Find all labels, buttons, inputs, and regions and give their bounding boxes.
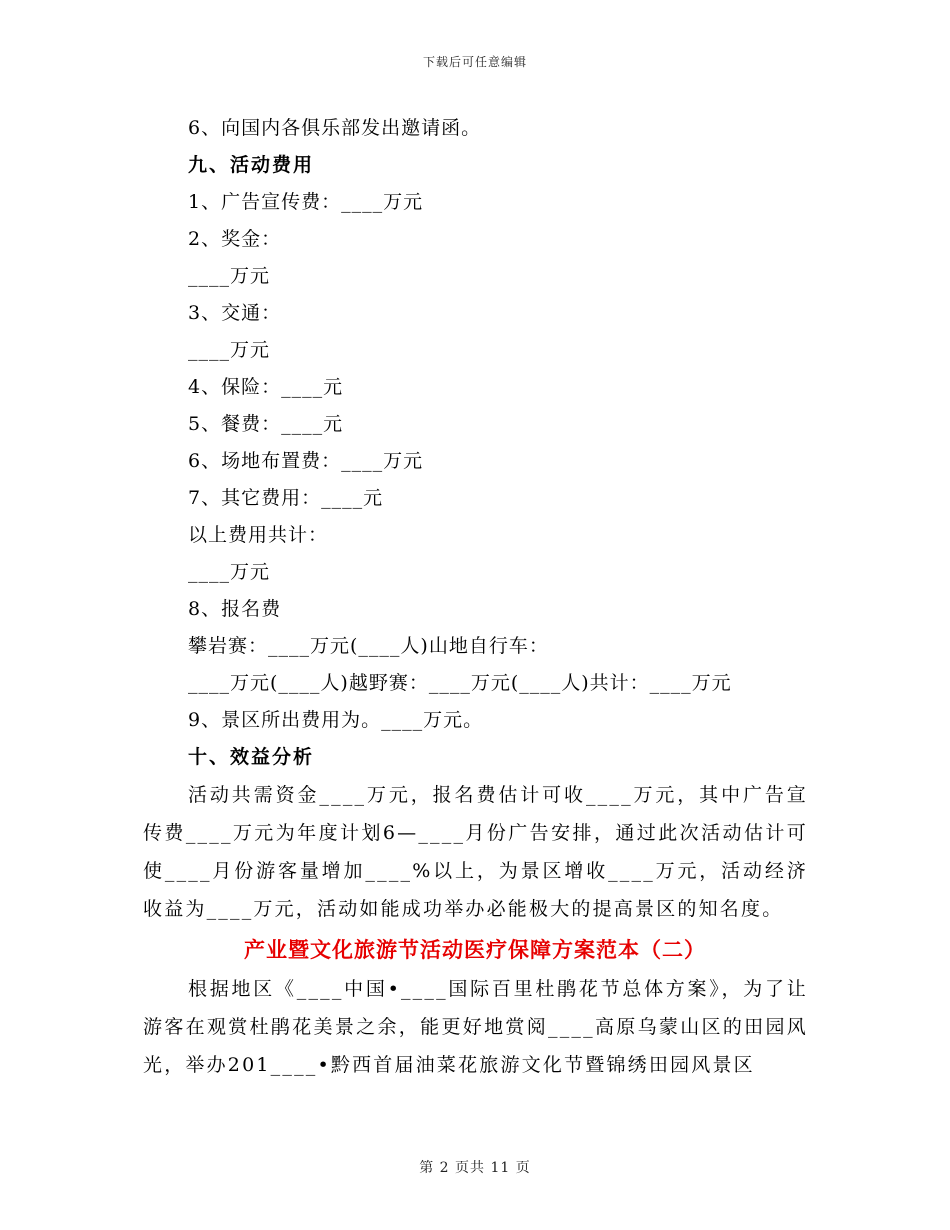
part-2-paragraph	[143, 970, 808, 1084]
expense-line: 3、交通：	[188, 302, 282, 324]
expense-line: 4、保险：____元	[188, 376, 344, 398]
expense-line: 攀岩赛：____万元(____人)山地自行车：	[188, 635, 549, 657]
item-6-invitation: 6、向国内各俱乐部发出邀请函。	[188, 117, 482, 139]
section-10-title: 十、效益分析	[188, 746, 315, 768]
expense-line: 以上费用共计：	[188, 524, 329, 546]
page-number-footer: 第 2 页共 11 页	[419, 1160, 531, 1176]
section-9-title: 九、活动费用	[188, 154, 315, 176]
expense-line: 9、景区所出费用为。____万元。	[188, 709, 484, 731]
expense-line: 1、广告宣传费：____万元	[188, 191, 424, 213]
expense-line: ____万元(____人)越野赛：____万元(____人)共计：____万元	[188, 672, 732, 694]
benefit-analysis-text: 活动共需资金____万元，报名费估计可收____万元，其中广告宣传费____万元为年度计划6—____月份广告安排，通过此次活动估计可使____月份游客量增加____%以上，为景区增收____万元，活动经济收益为____万元，活动如能成功举办必能极大的提高景区的知名度。	[143, 784, 808, 920]
benefit-analysis-paragraph	[143, 776, 808, 928]
expense-line: 8、报名费	[188, 598, 282, 620]
document-body	[143, 110, 808, 1084]
part-2-title: 产业暨文化旅游节活动医疗保障方案范本（二）	[244, 938, 706, 962]
expense-line: ____万元	[188, 339, 271, 361]
part-2-text: 根据地区《____中国•____国际百里杜鹃花节总体方案》，为了让游客在观赏杜鹃花美景之余，能更好地赏阅____高原乌蒙山区的田园风光，举办201____•黔西首届油菜花旅游文化节暨锦绣田园风景区	[143, 978, 808, 1076]
expense-line: 2、奖金：	[188, 228, 282, 250]
expense-line: 7、其它费用：____元	[188, 487, 384, 509]
expense-line: 6、场地布置费：____万元	[188, 450, 424, 472]
expense-line: ____万元	[188, 265, 271, 287]
expense-line: 5、餐费：____元	[188, 413, 344, 435]
expense-line: ____万元	[188, 561, 271, 583]
page-header-note: 下载后可任意编辑	[422, 55, 527, 69]
